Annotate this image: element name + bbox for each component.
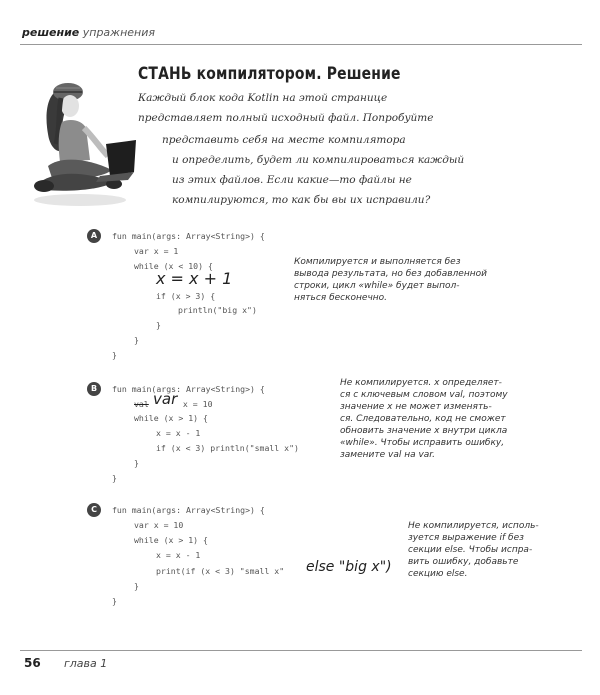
code-line: while (x < 10) { [134,261,213,271]
exercise-badge-b: B [87,382,101,396]
intro-line: представить себя на месте компилятора [162,134,406,146]
code-line: x = x - 1 [156,550,201,560]
code-line: } [156,320,161,330]
code-line: } [112,350,117,360]
code-line: if (x > 3) { [156,291,216,301]
intro-line: представляет полный исходный файл. Попробуйте [138,112,434,124]
intro-line: из этих файлов. Если какие—то файлы не [172,174,412,186]
header-section-bold: решение [22,26,80,39]
intro-line: компилируются, то как бы вы их исправили? [172,194,431,206]
code-line: } [134,458,139,468]
code-line: } [112,596,117,606]
footer-divider [20,650,582,651]
code-line: } [134,335,139,345]
intro-line: и определить, будет ли компилироваться каждый [172,154,465,166]
handwritten-fix-c: else "big x") [306,559,392,575]
code-line: x = 10 [178,399,213,409]
person-with-laptop-illustration [30,82,138,220]
header-section-rest: упражнения [82,26,156,39]
answer-note-a: Компилируется и выполняется без вывода результата, но без добавленной строки, цикл «while» будет выпол- няться бесконечно. [294,257,487,303]
handwritten-fix-a: x = x + 1 [156,269,233,288]
page-title: СТАНЬ компилятором. Решение [138,64,401,84]
code-line: while (x > 1) { [134,535,208,545]
code-line: fun main(args: Array<String>) { [112,231,265,241]
exercise-badge-c: C [87,503,101,517]
code-line: fun main(args: Array<String>) { [112,384,265,394]
code-line: fun main(args: Array<String>) { [112,505,265,515]
code-line: var x = 10 [134,520,184,530]
code-line: var x = 1 [134,246,179,256]
code-line: } [112,473,117,483]
code-line: print(if (x < 3) "small x" [156,566,285,576]
struck-keyword-val: val [134,399,149,409]
code-line: x = x - 1 [156,428,201,438]
handwritten-fix-b: var [153,390,178,408]
chapter-label: глава 1 [64,657,108,670]
code-line: println("big x") [178,305,257,315]
code-line: if (x < 3) println("small x") [156,443,299,453]
answer-note-c: Не компилируется, исполь- зуется выражение if без секции else. Чтобы испра- вить ошибку, добавьте секцию else. [408,521,539,579]
running-header [22,26,155,39]
intro-line: Каждый блок кода Kotlin на этой странице [138,92,388,104]
code-line: while (x > 1) { [134,413,208,423]
header-divider [20,44,582,45]
exercise-badge-a: A [87,229,101,243]
code-line: } [134,581,139,591]
answer-note-b: Не компилируется. x определяет- ся с ключевым словом val, поэтому значение x не может изменять- ся. Следовательно, код не сможет обновить значение x внутри цикла «while». Чтобы исправить ошибку, замените val на var. [340,378,508,460]
page-number: 56 [24,656,41,670]
